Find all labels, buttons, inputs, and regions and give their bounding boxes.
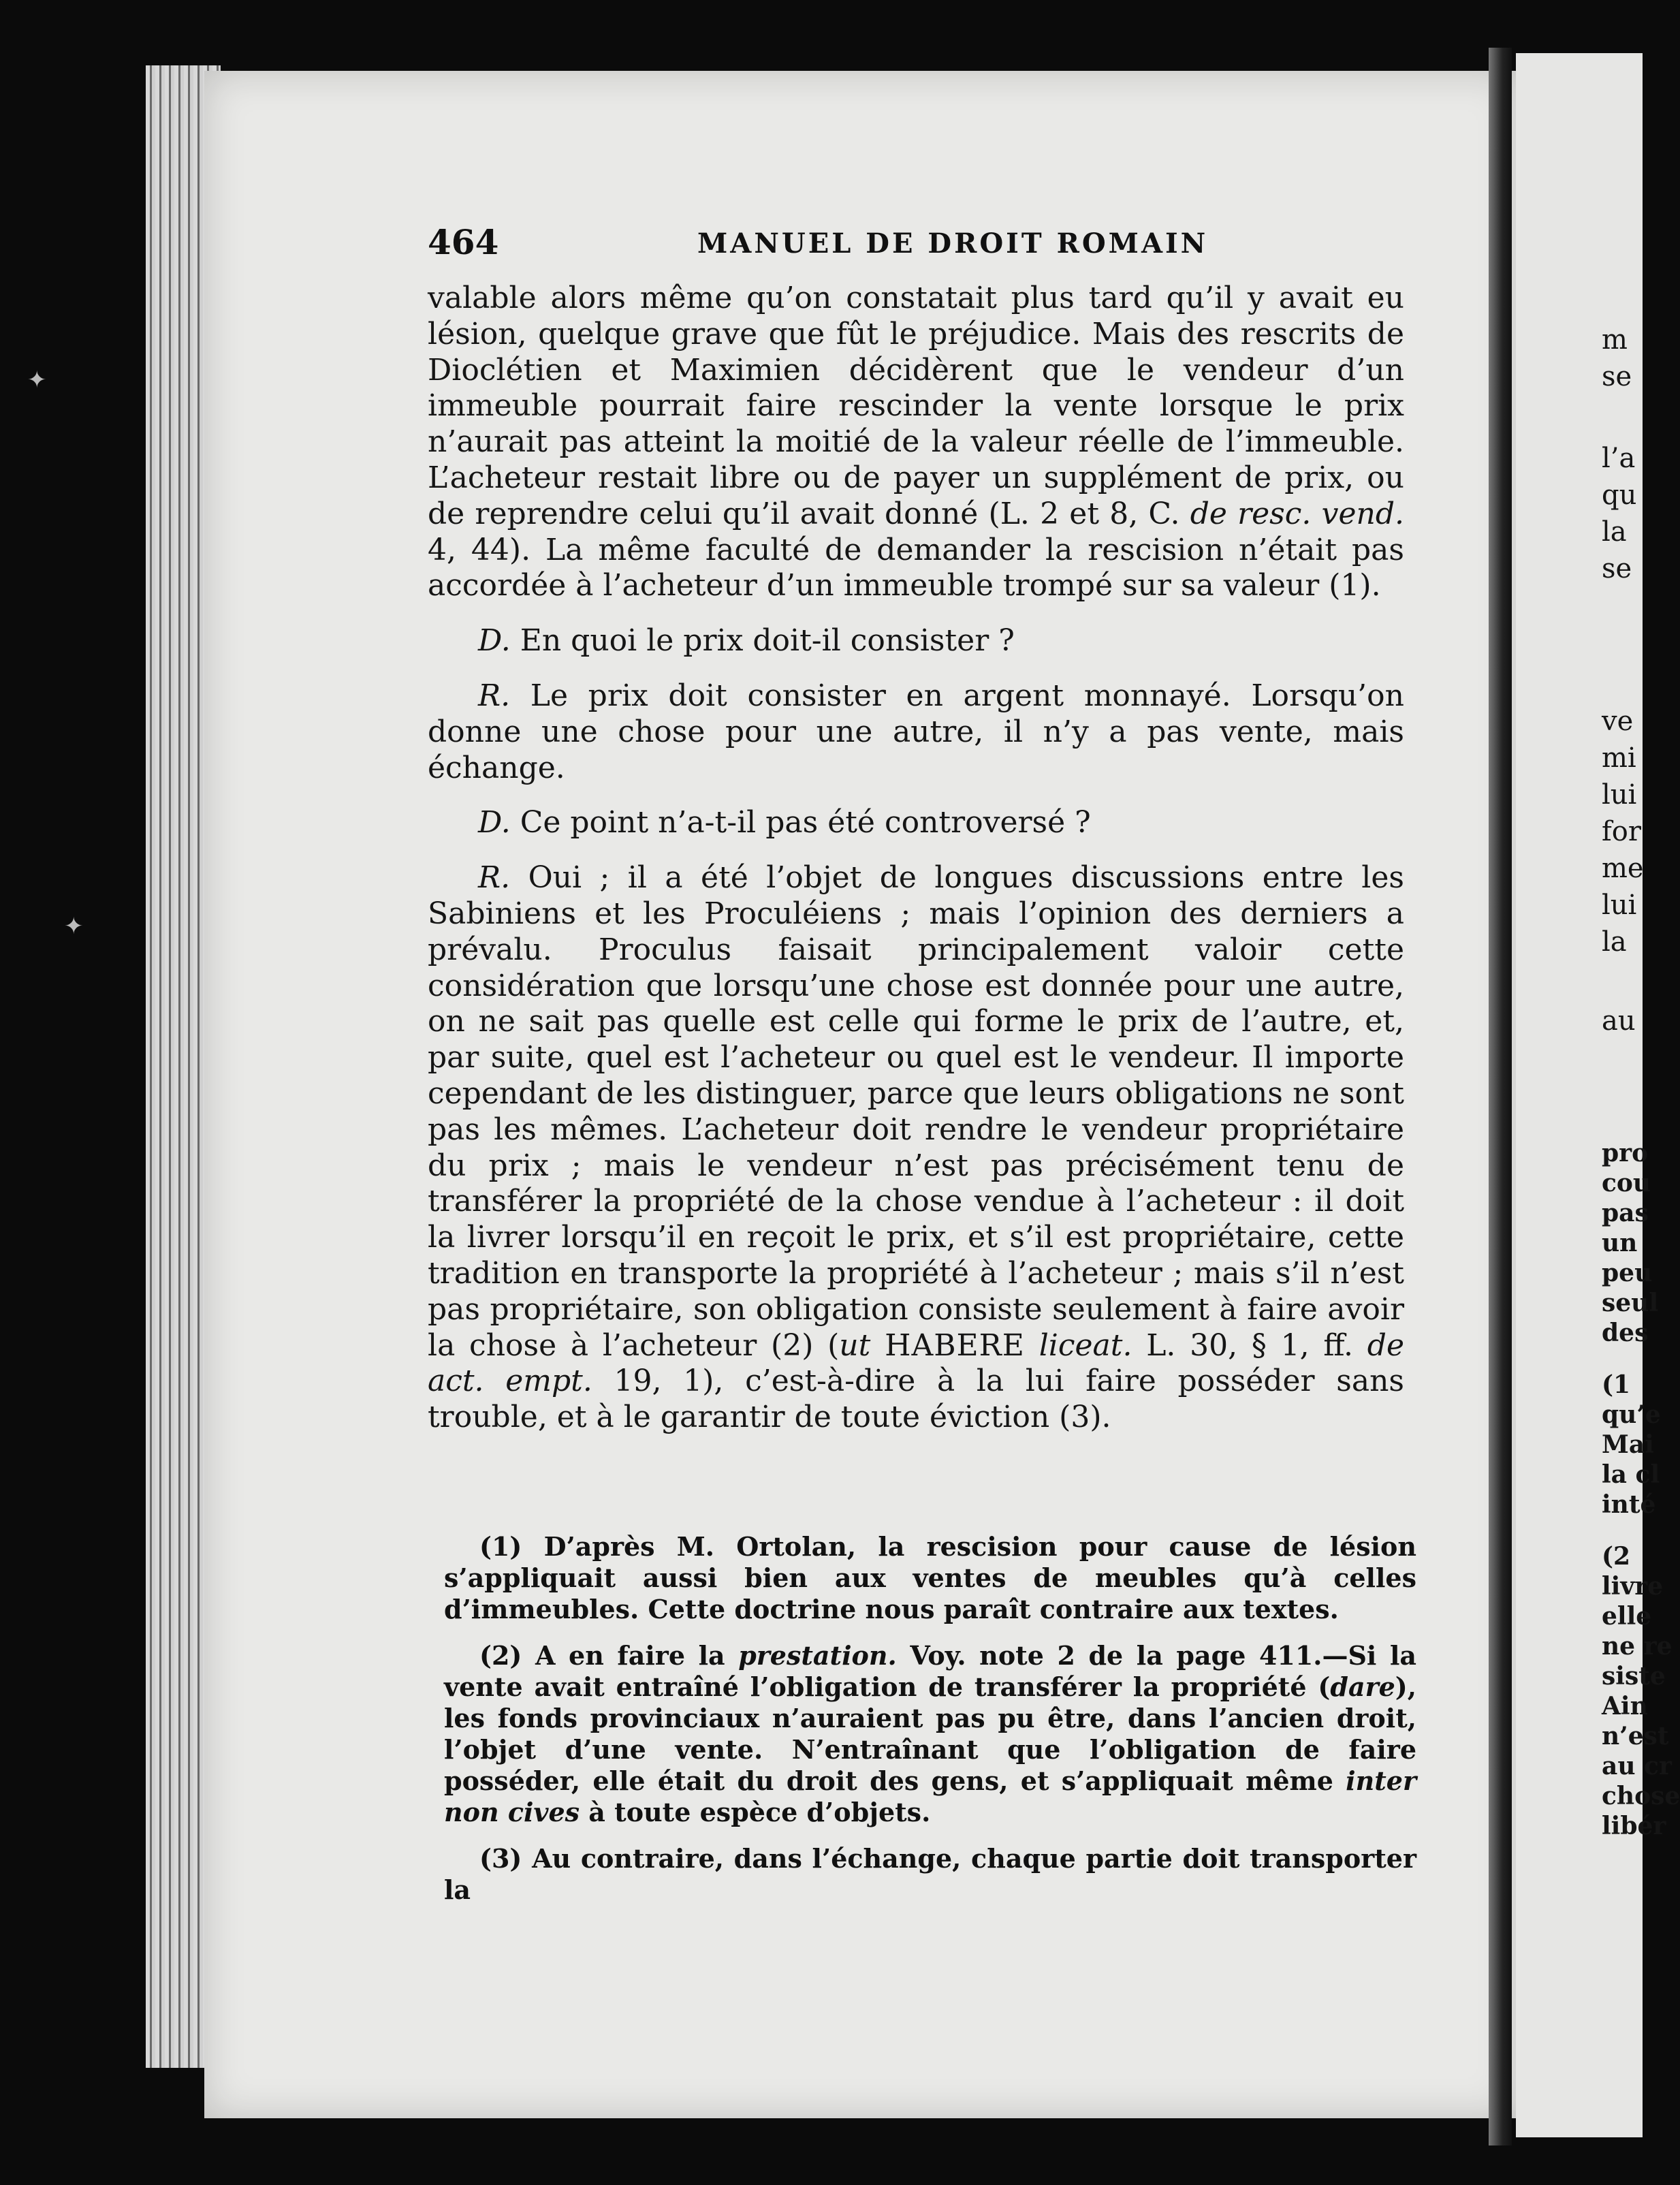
facing-line: se — [1602, 361, 1632, 392]
facing-note-line: inté — [1602, 1490, 1656, 1519]
facing-note-line: (1 — [1602, 1370, 1631, 1399]
main-text — [428, 281, 1404, 1455]
facing-line: la — [1602, 516, 1627, 548]
facing-note-line: qu’e — [1602, 1400, 1661, 1429]
facing-line: for — [1602, 816, 1642, 847]
facing-line: m — [1602, 324, 1628, 356]
page-number: 464 — [428, 222, 499, 262]
facing-note-line: chose — [1602, 1782, 1680, 1810]
facing-line: lui — [1602, 779, 1637, 811]
facing-note-line: Ain — [1602, 1692, 1648, 1720]
answer: R. Le prix doit consister en argent monnayé. Lorsqu’on donne une chose pour une autre, il n’y a pas vente, mais échange. — [428, 678, 1404, 785]
facing-line: au — [1602, 1005, 1636, 1037]
facing-note-line: un — [1602, 1229, 1638, 1257]
footnote-1: (1) D’après M. Ortolan, la rescision pour cause de lésion s’appliquait aussi bien aux ventes de meubles qu’à celles d’immeubles. Cette doctrine nous paraît contraire aux textes. — [444, 1531, 1416, 1624]
facing-note-line: Mai — [1602, 1430, 1654, 1459]
scan-mark: ✦ — [64, 913, 84, 940]
facing-line: lui — [1602, 890, 1637, 921]
facing-note-line: livre — [1602, 1572, 1664, 1601]
paragraph: valable alors même qu’on constatait plus tard qu’il y avait eu lésion, quelque grave que fût le préjudice. Mais des rescrits de Dioclétien et Maximien décidèrent que le vendeur d’un immeuble pourrait faire rescinder la vente lorsque le prix n’aurait pas atteint la moitié de la valeur réelle de l’immeuble. L’acheteur restait libre ou de payer un supplément de prix, ou de reprendre celui qu’il avait donné (L. 2 et 8, C. de resc. vend. 4, 44). La même faculté de demander la rescision n’était pas accordée à l’acheteur d’un immeuble trompé sur sa valeur (1). — [428, 281, 1404, 603]
facing-line: ve — [1602, 706, 1634, 737]
facing-note-line: cou — [1602, 1169, 1651, 1197]
facing-note-line: au cr — [1602, 1752, 1672, 1780]
facing-line: me — [1602, 853, 1644, 884]
question: D. En quoi le prix doit-il consister ? — [478, 623, 1015, 659]
book-gutter — [1489, 48, 1512, 2145]
facing-note-line: pas — [1602, 1199, 1649, 1227]
facing-note-line: siste — [1602, 1662, 1666, 1691]
footnote-2: (2) A en faire la prestation. Voy. note 2 de la page 411.—Si la vente avait entraîné l’obligation de transférer la propriété (dare), les fonds provinciaux n’auraient pas pu être, dans l’ancien droit, l’objet d’une vente. N’entraînant que l’obligation de faire posséder, elle était du droit des gens, et s’appliquait même inter non cives à toute espèce d’objets. — [444, 1640, 1416, 1827]
facing-line: se — [1602, 553, 1632, 584]
facing-note-line: seul — [1602, 1289, 1659, 1317]
facing-note-line: libér — [1602, 1812, 1666, 1840]
facing-note-line: (2 — [1602, 1542, 1631, 1571]
facing-line: mi — [1602, 742, 1636, 774]
facing-note-line: peu — [1602, 1259, 1653, 1287]
facing-line: qu — [1602, 480, 1637, 511]
scan-mark: ✦ — [27, 366, 47, 394]
answer: R. Oui ; il a été l’objet de longues discussions entre les Sabiniens et les Proculéiens ; mais l’opinion des derniers a prévalu. Proculus faisait principalement valoir cette considération que lorsqu’une chose est donnée pour une autre, on ne sait pas quelle est celle qui forme le prix de l’autre, et, par suite, quel est l’acheteur ou quel est le vendeur. Il importe cependant de les distinguer, parce que leurs obligations ne sont pas les mêmes. L’acheteur doit rendre le vendeur propriétaire du prix ; mais le vendeur n’est pas précisément tenu de transférer la propriété de la chose vendue à l’acheteur : il doit la livrer lorsqu’il en reçoit le prix, et s’il est propriétaire, cette tradition en transporte la propriété à l’acheteur ; mais s’il n’est pas propriétaire, son obligation consiste seulement à faire avoir la chose à l’acheteur (2) (ut HABERE liceat. L. 30, § 1, ff. de act. empt. 19, 1), c’est-à-dire à la lui faire posséder sans trouble, et à le garantir de toute éviction (3). — [428, 860, 1404, 1435]
facing-note-line: pro — [1602, 1139, 1649, 1167]
facing-note-line: la cl — [1602, 1460, 1660, 1489]
facing-note-line: des — [1602, 1319, 1649, 1347]
question: D. Ce point n’a-t-il pas été controversé ? — [478, 805, 1091, 840]
facing-line: la — [1602, 926, 1627, 958]
facing-note-line: n’est — [1602, 1722, 1669, 1750]
footnotes — [444, 1531, 1416, 1921]
footnote-3: (3) Au contraire, dans l’échange, chaque partie doit transporter la — [444, 1843, 1416, 1905]
facing-note-line: ne re — [1602, 1632, 1673, 1661]
facing-note-line: elle — [1602, 1602, 1652, 1631]
facing-line: l’a — [1602, 443, 1636, 474]
running-title: MANUEL DE DROIT ROMAIN — [697, 227, 1209, 260]
running-head — [428, 222, 1403, 263]
